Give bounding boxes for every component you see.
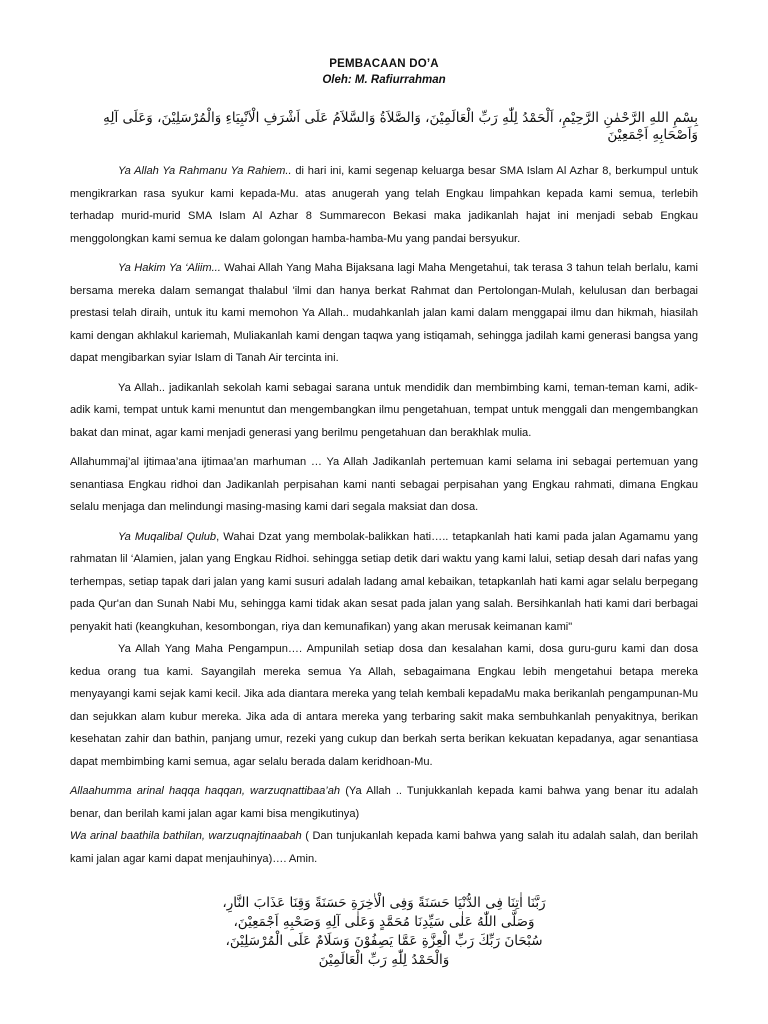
document-title: PEMBACAAN DO’A <box>329 58 439 70</box>
opening-arabic-text: بِسْمِ اللهِ الرَّحْمٰنِ الرَّحِيْمِ، اَلْحَمْدُ لِلّٰهِ رَبِّ الْعَالَمِيْنَ، وَالصَّلاَةُ وَالسَّلاَمُ عَلَى اَشْرَفِ الْاَنْبِيَاءِ وَالْمُرْسَلِيْنَ، وَعَلَى آلِهِ وَاَصْحَابِهِ اَجْمَعِيْنَ <box>103 110 698 143</box>
closing-arabic-line: وَالْحَمْدُ لِلّٰهِ رَبِّ الْعَالَمِيْنَ <box>318 952 450 968</box>
paragraph-8-italic: Wa arinal baathila bathilan, warzuqnajtinaabah <box>70 830 302 842</box>
paragraph-4: Allahummaj’al ijtimaa’ana ijtimaa’an marhuman … Ya Allah Jadikanlah pertemuan kami selama ini sebagai pertemuan yang senantiasa Engkau ridhoi dan Jadikanlah perpisahan kami nanti sebagai perpisahan yang Engkau rahmati, dimana Engkau selalu menjaga dan melindungi masing-masing kami dari segala maksiat dan dosa. <box>70 456 698 513</box>
paragraph-7 <box>70 780 698 825</box>
paragraph-6: Ya Allah Yang Maha Pengampun…. Ampunilah setiap dosa dan kesalahan kami, dosa guru-guru kami dan dosa kedua orang tua kami. Sayangilah mereka semua Ya Allah, sebagaimana Engkau lebih mengetahui betapa mereka menyayangi kami sejak kami kecil. Jika ada diantara mereka yang telah kembali kepadaMu maka berikanlah pengampunan-Mu dan sejukkan alam kubur mereka. Jika ada di antara mereka yang terbaring sakit maka sembuhkanlah penyakitnya, berikan kesehatan zahir dan bathin, panjang umur, rezeki yang cukup dan berkah serta berikan kekuatan kepadanya, agar senantiasa dapat membimbing kami semua, agar selalu berada dalam keridhoan-Mu. <box>70 643 698 768</box>
closing-arabic-line: وَصَلَّى اللّٰهُ عَلٰى سَيِّدِنَا مُحَمَّدٍ وَعَلٰى آلِهِ وَصَحْبِهِ اَجْمَعِيْنَ، <box>233 914 535 930</box>
paragraph-8 <box>70 825 698 870</box>
document-author: Oleh: M. Rafiurrahman <box>322 74 446 86</box>
paragraph-2-italic: Ya Hakim Ya ‘Aliim... <box>118 262 221 274</box>
paragraph-1-text: di hari ini, kami segenap keluarga besar SMA Islam Al Azhar 8, berkumpul untuk mengikrarkan rasa syukur kami kepada-Mu. atas anugerah yang telah Engkau limpahkan kepada kami semua, terlebih terhadap murid-murid SMA Islam Al Azhar 8 Summarecon Bekasi maka jadikanlah hajat ini menjadi sebab Engkau menggolongkan kami semua ke dalam golongan hamba-hamba-Mu yang pandai bersyukur. <box>70 165 699 245</box>
paragraph-7-italic: Allaahumma arinal haqqa haqqan, warzuqnattibaa’ah <box>70 785 341 797</box>
closing-arabic-prayer <box>70 894 698 970</box>
closing-arabic-line: سُبْحَانَ رَبِّكَ رَبِّ الْعِزَّةِ عَمَّا يَصِفُوْنَ وَسَلَامٌ عَلَى الْمُرْسَلِيْنَ، <box>225 933 543 949</box>
paragraph-5-text: , Wahai Dzat yang membolak-balikkan hati….. tetapkanlah hati kami pada jalan Agamamu yang rahmatan lil ‘Alamien, jalan yang Engkau Ridhoi. sehingga setiap detik dari waktu yang kami lalui, setiap desah dari nafas yang terhempas, setiap tapak dari jalan yang kami susuri adalah ladang amal kebaikan, tetapkanlah hati kami agar selalu berpegang pada Qur'an dan Sunah Nabi Mu, sehingga kami tidak akan sesat pada jalan yang salah. Bersihkanlah hati kami dari berbagai penyakit hati (keangkuhan, kesombongan, riya dan kemunafikan) yang akan merusak keimanan kami" <box>70 530 698 633</box>
paragraph-5 <box>70 526 698 639</box>
paragraph-2-text: Wahai Allah Yang Maha Bijaksana lagi Maha Mengetahui, tak terasa 3 tahun telah berlalu, kami bersama mereka dalam semangat thalabul 'ilmi dan hanya berkat Rahmat dan Pertolongan-Mulah, kelulusan dan berbagai prestasi telah diraih, untuk itu kami memohon Ya Allah.. mudahkanlah jalan kami dalam menggapai ilmu dan hikmah, hiasilah kami dengan akhlakul kariemah, Muliakanlah kami dengan taqwa yang istiqamah, sehingga jadilah kami generasi bangsa yang dapat mengibarkan syiar Islam di Tanah Air tercinta ini. <box>70 262 698 364</box>
paragraph-8-text: ( Dan tunjukanlah kepada kami bahwa yang salah itu adalah salah, dan berilah kami jalan agar kami dapat menjauhinya)…. Amin. <box>70 830 698 865</box>
closing-arabic-line: رَبَّنَا اٰتِنَا فِى الدُّنْيَا حَسَنَةً وَفِى الْاٰخِرَةِ حَسَنَةً وَقِنَا عَذَابَ النَّارِ، <box>222 895 546 911</box>
paragraph-1-italic: Ya Allah Ya Rahmanu Ya Rahiem.. <box>118 165 292 177</box>
paragraph-2 <box>70 257 698 370</box>
paragraph-1 <box>70 160 698 250</box>
paragraph-3: Ya Allah.. jadikanlah sekolah kami sebagai sarana untuk mendidik dan membimbing kami, teman-teman kami, adik-adik kami, tempat untuk kami menuntut dan mengembangkan ilmu pengetahuan, tempat untuk menggali dan mengembangkan bakat dan minat, agar kami menjadi generasi yang berilmu pengetahuan dan berakhlak mulia. <box>70 381 698 439</box>
document-page <box>70 52 698 970</box>
paragraph-7-text: (Ya Allah .. Tunjukkanlah kepada kami bahwa yang benar itu adalah benar, dan berilah kami jalan agar kami bisa mengikutinya) <box>70 785 698 820</box>
paragraph-5-italic: Ya Muqalibal Qulub <box>118 530 217 543</box>
